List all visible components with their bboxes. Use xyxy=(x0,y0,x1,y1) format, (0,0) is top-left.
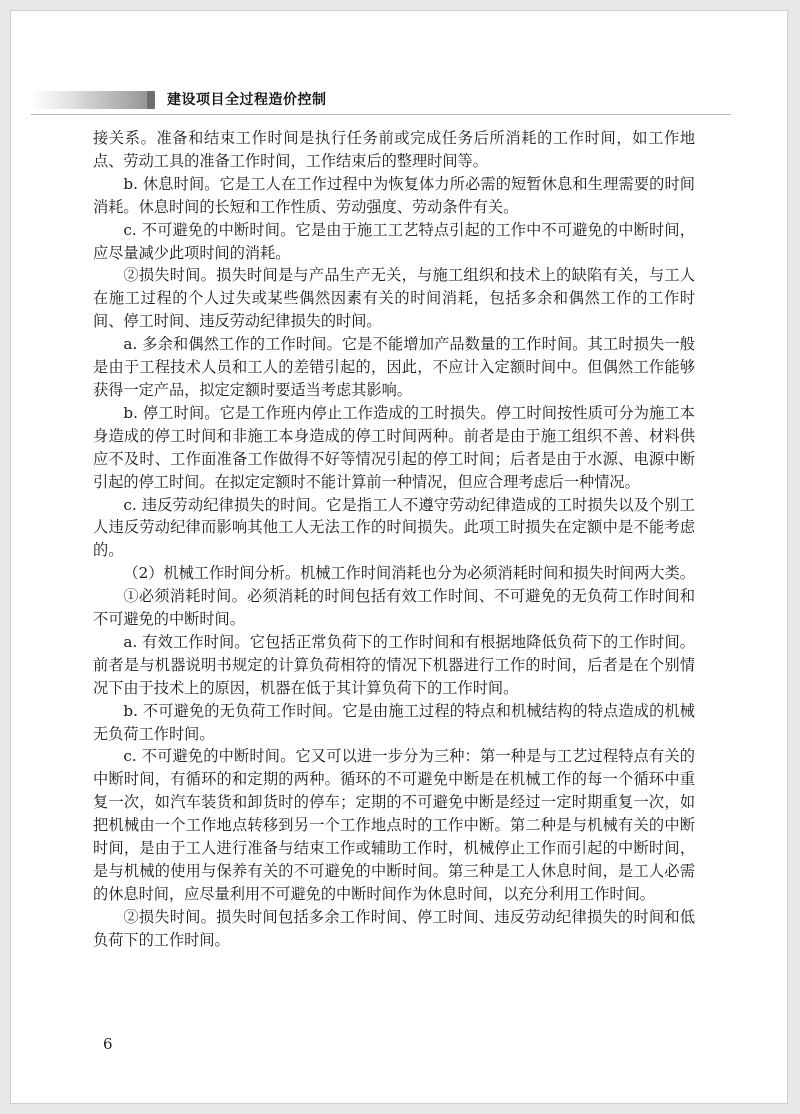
paragraph: c. 不可避免的中断时间。它又可以进一步分为三种：第一种是与工艺过程特点有关的中断时间，有循环的和定期的两种。循环的不可避免中断是在机械工作的每一个循环中重复一次，如汽车装货和卸货时的停车；定期的不可避免中断是经过一定时期重复一次，如把机械由一个工作地点转移到另一个工作地点时的工作中断。第二种是与机械有关的中断时间，是由于工人进行准备与结束工作或辅助工作时，机械停止工作而引起的中断时间，是与机械的使用与保养有关的不可避免的中断时间。第三种是工人休息时间，是工人必需的休息时间，应尽量利用不可避免的中断时间作为休息时间，以充分利用工作时间。 xyxy=(93,747,695,903)
paragraph: b. 休息时间。它是工人在工作过程中为恢复体力所必需的短暂休息和生理需要的时间消耗。休息时间的长短和工作性质、劳动强度、劳动条件有关。 xyxy=(93,174,695,216)
header-band-cap xyxy=(147,91,155,109)
paragraph: （2）机械工作时间分析。机械工作时间消耗也分为必须消耗时间和损失时间两大类。 xyxy=(123,564,695,583)
paragraph: 接关系。准备和结束工作时间是执行任务前或完成任务后所消耗的工作时间，如工作地点、劳动工具的准备工作时间，工作结束后的整理时间等。 xyxy=(93,129,695,170)
book-page xyxy=(10,10,788,1104)
paragraph: ②损失时间。损失时间是与产品生产无关，与施工组织和技术上的缺陷有关，与工人在施工过程的个人过失或某些偶然因素有关的时间消耗，包括多余和偶然工作的工作时间、停工时间、违反劳动纪律损失的时间。 xyxy=(93,266,695,331)
paragraph: ①必须消耗时间。必须消耗的时间包括有效工作时间、不可避免的无负荷工作时间和不可避免的中断时间。 xyxy=(93,587,695,629)
paragraph: c. 不可避免的中断时间。它是由于施工工艺特点引起的工作中不可避免的中断时间，应尽量减少此项时间的消耗。 xyxy=(93,220,695,262)
paragraph: c. 违反劳动纪律损失的时间。它是指工人不遵守劳动纪律造成的工时损失以及个别工人违反劳动纪律而影响其他工人无法工作的时间损失。此项工时损失在定额中是不能考虑的。 xyxy=(93,495,695,560)
body-text xyxy=(93,127,695,952)
header-gradient-band xyxy=(31,91,155,109)
paragraph: a. 有效工作时间。它包括正常负荷下的工作时间和有根据地降低负荷下的工作时间。前者是与机器说明书规定的计算负荷相符的情况下机器进行工作的时间，后者是在个别情况下由于技术上的原因，机器在低于其计算负荷下的工作时间。 xyxy=(93,632,695,697)
header-divider xyxy=(31,114,731,115)
page-number: 6 xyxy=(103,1035,113,1053)
running-header-title: 建设项目全过程造价控制 xyxy=(167,92,327,108)
paragraph: b. 停工时间。它是工作班内停止工作造成的工时损失。停工时间按性质可分为施工本身造成的停工时间和非施工本身造成的停工时间两种。前者是由于施工组织不善、材料供应不及时、工作面准备工作做得不好等情况引起的停工时间；后者是由于水源、电源中断引起的停工时间。在拟定定额时不能计算前一种情况，但应合理考虑后一种情况。 xyxy=(93,403,695,491)
paragraph: b. 不可避免的无负荷工作时间。它是由施工过程的特点和机械结构的特点造成的机械无负荷工作时间。 xyxy=(93,701,695,743)
paragraph: a. 多余和偶然工作的工作时间。它是不能增加产品数量的工作时间。其工时损失一般是由于工程技术人员和工人的差错引起的，因此，不应计入定额时间中。但偶然工作能够获得一定产品，拟定定额时要适当考虑其影响。 xyxy=(93,335,695,399)
running-header xyxy=(31,87,731,115)
paragraph: ②损失时间。损失时间包括多余工作时间、停工时间、违反劳动纪律损失的时间和低负荷下的工作时间。 xyxy=(93,907,695,949)
